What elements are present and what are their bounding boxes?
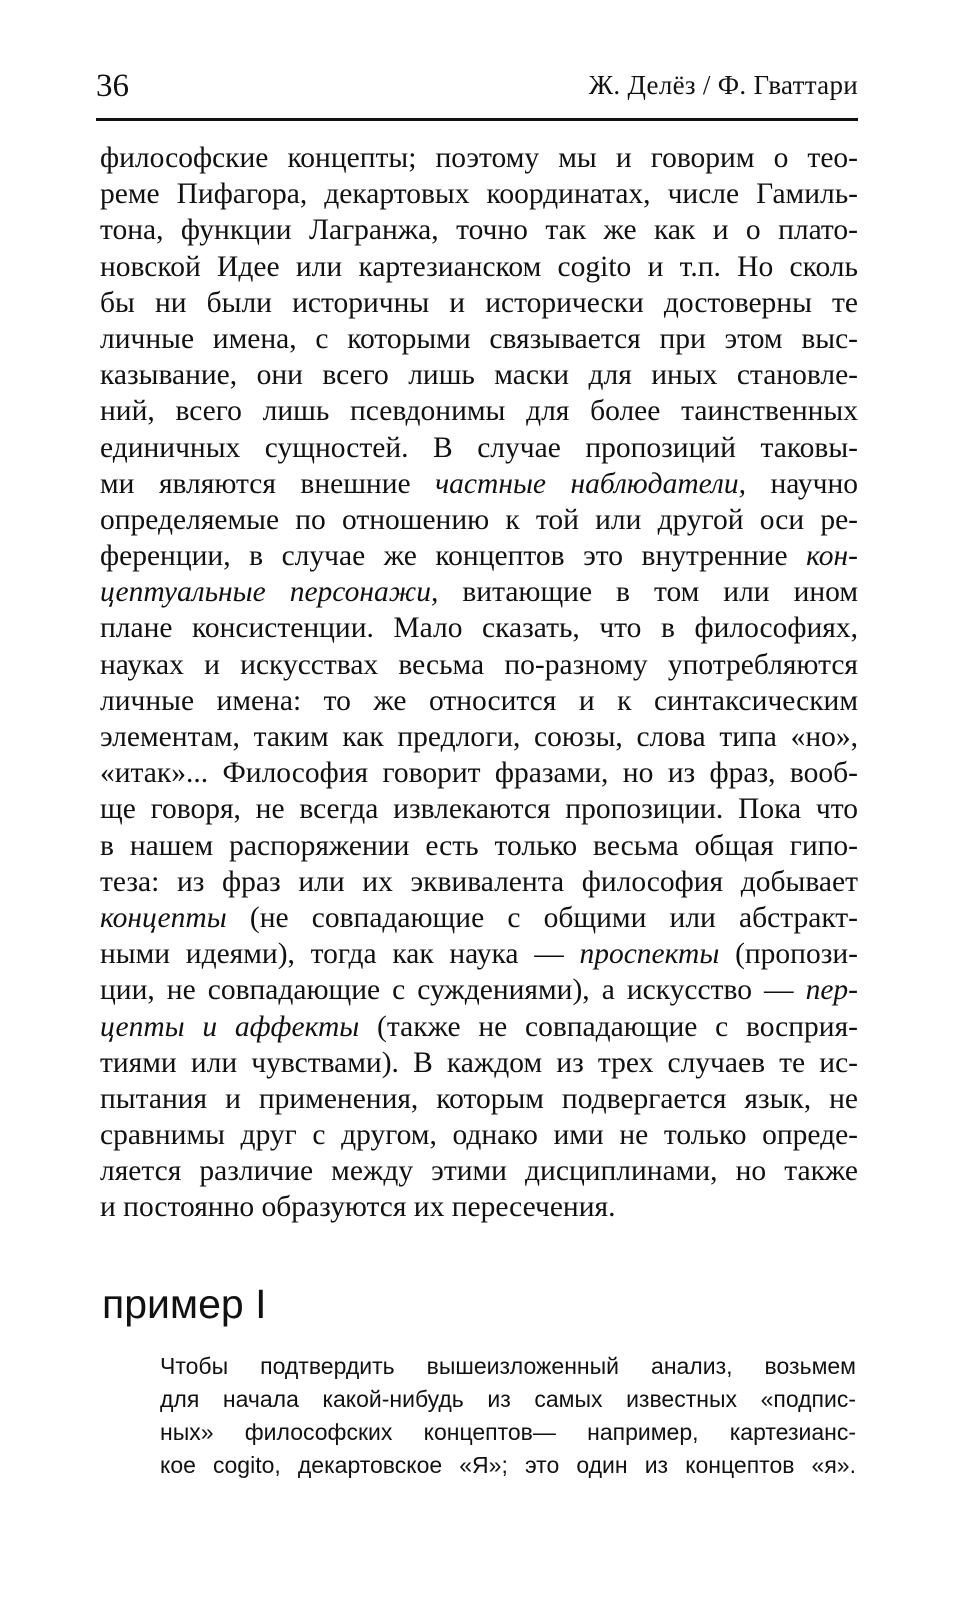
text-run: ще говоря, не всегда извлекаются пропозиции. Пока что (100, 793, 858, 826)
text-line (100, 610, 858, 646)
text-line (100, 285, 858, 321)
text-line (100, 1045, 858, 1081)
text-line (100, 755, 858, 791)
text-run: в нашем распоряжении есть только весьма общая гипо- (100, 829, 858, 862)
italic-term: кон- (806, 540, 858, 573)
text-run: казывание, они всего лишь маски для иных становле- (100, 359, 858, 392)
body-paragraph (100, 140, 858, 1226)
text-run: новской Идее или картезианском cogito и т.п. Но сколь (100, 250, 858, 283)
italic-term: концепты (100, 901, 227, 934)
text-line (100, 719, 858, 755)
section-heading: пример I (102, 1281, 267, 1327)
text-line (100, 683, 858, 719)
running-head: Ж. Делёз / Ф. Гваттари (588, 70, 858, 100)
text-run: ными идеями), тогда как наука — (100, 938, 580, 971)
text-run: ми являются внешние (100, 467, 436, 500)
text-run: определяемые по отношению к той или другой оси ре- (100, 503, 858, 536)
text-run: сравнимы друг с другом, однако ими не только опреде- (100, 1119, 858, 1152)
text-line (100, 502, 858, 538)
text-line (100, 864, 858, 900)
text-run: тона, функции Лагранжа, точно так же как и о плато- (100, 214, 858, 247)
example-line: Чтобы подтвердить вышеизложенный анализ, возьмем (160, 1353, 856, 1379)
text-line (100, 574, 858, 610)
text-line (100, 140, 858, 176)
example-line: ных» философских концептов— например, картезианс- (160, 1419, 856, 1445)
italic-term: частные наблюдатели, (435, 467, 746, 500)
text-line (100, 321, 858, 357)
italic-term: пер- (805, 974, 858, 1007)
text-line (100, 393, 858, 429)
italic-term: цепты и аффекты (100, 1010, 360, 1043)
text-run: бы ни были историчны и исторически достоверны те (100, 286, 858, 319)
text-line (100, 357, 858, 393)
text-run: ференции, в случае же концептов это внутренние (100, 540, 807, 573)
page-header (96, 68, 858, 108)
text-run: и постоянно образуются их пересечения. (100, 1191, 616, 1224)
text-line (100, 972, 858, 1008)
italic-term: проспекты (579, 938, 720, 971)
text-run: науках и искусствах весьма по-разному употребляются (100, 648, 858, 681)
text-line (100, 936, 858, 972)
text-run: реме Пифагора, декартовых координатах, числе Гамиль- (100, 178, 858, 211)
example-line: для начала какой-нибудь из самых известных «подпис- (160, 1386, 856, 1412)
text-run: «итак»... Философия говорит фразами, но из фраз, вооб- (100, 757, 858, 790)
text-run: ляется различие между этими дисциплинами, но также (100, 1155, 858, 1188)
text-line (100, 538, 858, 574)
text-line (100, 791, 858, 827)
text-line (100, 647, 858, 683)
text-run: элементам, таким как предлоги, союзы, слова типа «но», (100, 721, 858, 753)
text-line (100, 249, 858, 285)
text-run: витающие в том или ином (438, 576, 858, 609)
text-run: (пропози- (719, 938, 858, 971)
text-run: пытания и применения, которым подвергается язык, не (100, 1082, 858, 1115)
text-run: (не совпадающие с общими или абстракт- (226, 901, 858, 934)
example-paragraph (160, 1350, 856, 1482)
text-line (100, 1153, 858, 1189)
italic-term: цептуальные персонажи, (100, 576, 439, 609)
text-line (100, 900, 858, 936)
header-rule (96, 118, 858, 121)
text-run: тиями или чувствами). В каждом из трех случаев те ис- (100, 1046, 858, 1079)
text-run: личные имена: то же относится и к синтаксическим (100, 684, 858, 717)
text-run: плане консистенции. Мало сказать, что в философиях, (100, 612, 858, 645)
text-line (100, 212, 858, 248)
text-run: ний, всего лишь псевдонимы для более таинственных (100, 395, 858, 428)
text-run: личные имена, с которыми связывается при этом выс- (100, 322, 858, 355)
text-line (100, 430, 858, 466)
text-run: теза: из фраз или их эквивалента философия добывает (100, 865, 858, 898)
text-run: (также не совпадающие с восприя- (359, 1010, 858, 1043)
text-run: ции, не совпадающие с суждениями), а искусство — (100, 974, 806, 1007)
text-run: единичных сущностей. В случае пропозиций таковы- (100, 431, 858, 464)
text-run: философские концепты; поэтому мы и говорим о тео- (100, 142, 858, 174)
text-line (100, 1081, 858, 1117)
text-line (100, 1009, 858, 1045)
text-line (100, 176, 858, 212)
text-line (100, 466, 858, 502)
text-line (100, 1189, 858, 1225)
page-number: 36 (96, 68, 129, 104)
text-run: научно (746, 467, 858, 500)
example-line: кое cogito, декартовское «Я»; это один из концептов «я». (160, 1452, 856, 1478)
text-line (100, 828, 858, 864)
text-line (100, 1117, 858, 1153)
